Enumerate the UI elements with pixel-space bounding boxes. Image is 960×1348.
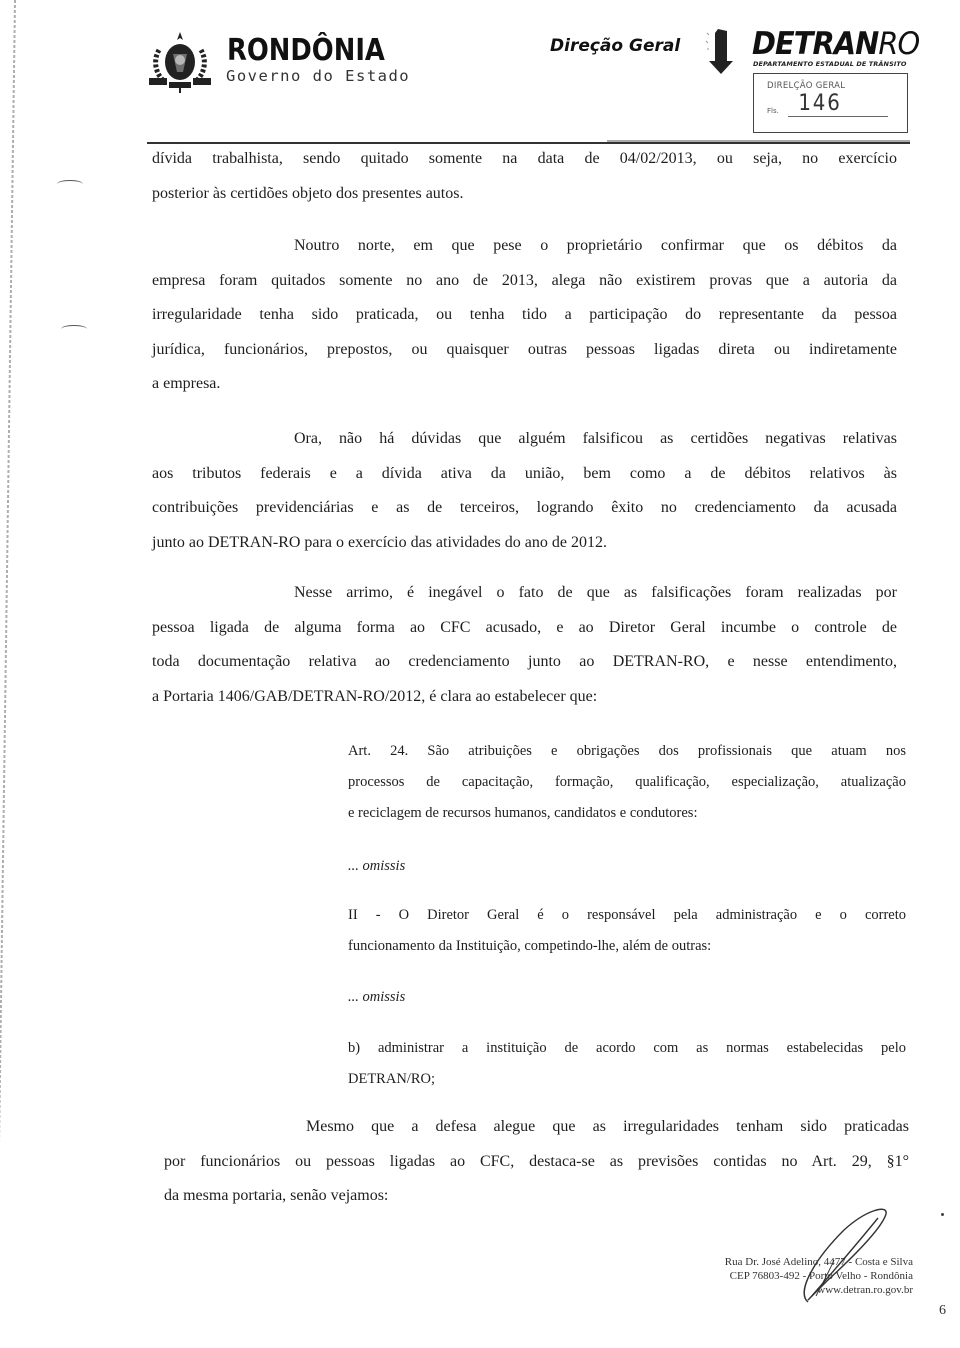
logo-main: DETRAN bbox=[752, 26, 879, 62]
scan-mark bbox=[57, 180, 83, 188]
text-line: DETRAN/RO; bbox=[348, 1071, 435, 1087]
detran-logo bbox=[752, 26, 919, 62]
text-line: aos tributos federais e a dívida ativa da união, bem como a de débitos relativos às bbox=[152, 464, 897, 482]
text-line: empresa foram quitados somente no ano de 2013, alega não existirem provas que a autoria da bbox=[152, 271, 897, 289]
omissis-marker: ... omissis bbox=[348, 989, 406, 1005]
paragraph bbox=[152, 142, 897, 211]
text-line: Nesse arrimo, é inegável o fato de que as falsificações foram realizadas por bbox=[294, 584, 897, 601]
page-stamp bbox=[753, 73, 908, 133]
section-title: Direção Geral bbox=[550, 36, 681, 56]
stamp-underline bbox=[788, 116, 888, 117]
text-line: jurídica, funcionários, prepostos, ou quaisquer outras pessoas ligadas direta ou indiretamente bbox=[152, 340, 897, 358]
text-line: toda documentação relativa ao credenciamento junto ao DETRAN-RO, e nesse entendimento, bbox=[152, 653, 897, 670]
item-b bbox=[348, 1033, 906, 1095]
text-line: funcionamento da Instituição, competindo-lhe, além de outras: bbox=[348, 938, 712, 954]
text-line: junto ao DETRAN-RO para o exercício das atividades do ano de 2012. bbox=[152, 533, 607, 551]
address-line: CEP 76803-492 - Porto Velho - Rondônia bbox=[729, 1270, 913, 1282]
state-subtitle: Governo do Estado bbox=[226, 67, 411, 85]
article-24 bbox=[348, 736, 906, 829]
state-name: RONDÔNIA bbox=[227, 33, 385, 68]
paragraph bbox=[152, 576, 897, 714]
detran-arrow-icon bbox=[705, 27, 735, 75]
closing-paragraph bbox=[164, 1110, 909, 1214]
text-line: II - O Diretor Geral é o responsável pela administração e o correto bbox=[348, 907, 906, 923]
page-number: 6 bbox=[939, 1303, 946, 1318]
coat-of-arms-icon bbox=[147, 30, 213, 94]
item-ii bbox=[348, 900, 906, 962]
text-line: a Portaria 1406/GAB/DETRAN-RO/2012, é clara ao estabelecer que: bbox=[152, 687, 598, 705]
signature-mark bbox=[774, 1200, 904, 1310]
address-line: Rua Dr. José Adelino, 4477 - Costa e Silva bbox=[724, 1256, 913, 1268]
stamp-page-number: 146 bbox=[798, 91, 842, 116]
text-line: por funcionários ou pessoas ligadas ao CFC, destaca-se as previsões contidas no Art. 29, §1° bbox=[164, 1152, 909, 1170]
stamp-label: Fls. bbox=[767, 107, 779, 115]
legal-quote bbox=[348, 736, 906, 1095]
paragraph bbox=[152, 422, 897, 560]
text-line: contribuições previdenciárias e as de terceiros, logrando êxito no credenciamento da acusada bbox=[152, 499, 897, 516]
text-line: processos de capacitação, formação, qualificação, especialização, atualização bbox=[348, 774, 906, 790]
stamp-title: DIRELÇÃO GERAL bbox=[767, 81, 846, 91]
website-link[interactable]: www.detran.ro.gov.br bbox=[817, 1284, 913, 1296]
text-line: b) administrar a instituição de acordo com as normas estabelecidas pelo bbox=[348, 1040, 906, 1056]
text-line: Art. 24. São atribuições e obrigações dos profissionais que atuam nos bbox=[348, 743, 906, 759]
text-line: posterior às certidões objeto dos presentes autos. bbox=[152, 184, 464, 202]
text-line: e reciclagem de recursos humanos, candidatos e condutores: bbox=[348, 805, 698, 821]
scan-dot bbox=[941, 1213, 944, 1216]
agency-full-name: DEPARTAMENTO ESTADUAL DE TRÂNSITO bbox=[753, 60, 907, 68]
text-line: Mesmo que a defesa alegue que as irregularidades tenham sido praticadas bbox=[306, 1118, 909, 1135]
logo-suffix: RO bbox=[878, 26, 920, 62]
text-line: da mesma portaria, senão vejamos: bbox=[164, 1187, 389, 1204]
text-line: pessoa ligada de alguma forma ao CFC acusado, e ao Diretor Geral incumbe o controle de bbox=[152, 618, 897, 636]
text-line: Noutro norte, em que pese o proprietário confirmar que os débitos da bbox=[294, 237, 897, 254]
text-line: a empresa. bbox=[152, 375, 221, 392]
letterhead bbox=[0, 0, 960, 150]
text-line: dívida trabalhista, sendo quitado somente na data de 04/02/2013, ou seja, no exercício bbox=[152, 150, 897, 167]
text-line: Ora, não há dúvidas que alguém falsificou as certidões negativas relativas bbox=[294, 430, 897, 447]
text-line: irregularidade tenha sido praticada, ou tenha tido a participação do representante da pessoa bbox=[152, 306, 897, 323]
omissis-marker: ... omissis bbox=[348, 858, 406, 874]
paragraph bbox=[152, 229, 897, 402]
scan-mark bbox=[61, 325, 87, 333]
scan-edge-line bbox=[0, 0, 16, 1348]
